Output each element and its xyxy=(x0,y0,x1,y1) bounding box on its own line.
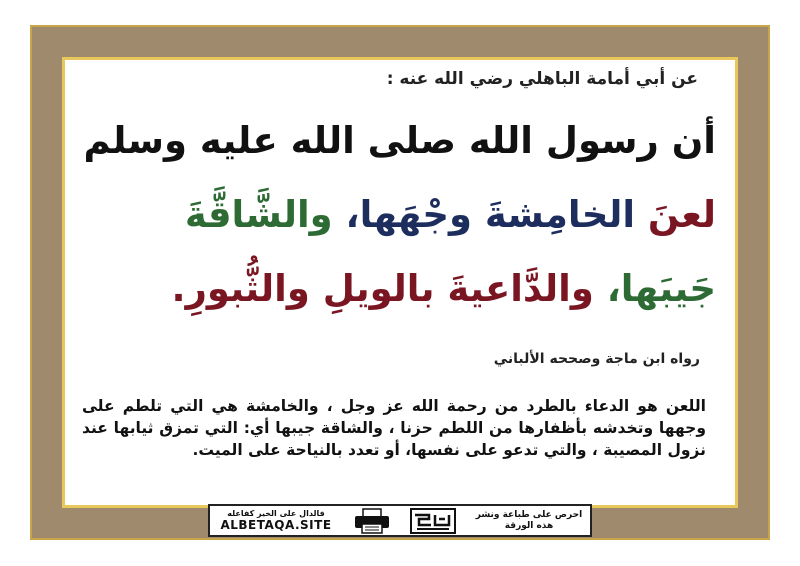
footer-print-note: احرص على طباعة ونشر هذه الورقة xyxy=(475,509,583,531)
hadith-phrase-khamisha: الخامِشةَ وجْهَها، xyxy=(332,193,648,236)
footer-site-block[interactable] xyxy=(216,509,336,532)
hadith-line-3 xyxy=(80,267,716,310)
hadith-line-2 xyxy=(80,193,716,236)
narrator-line: عن أبي أمامة الباهلي رضي الله عنه : xyxy=(386,69,698,89)
footer-bar xyxy=(208,504,592,537)
explanation-paragraph: اللعن هو الدعاء بالطرد من رحمة الله عز وجل ، والخامشة هي التي تلطم على وجهها وتخدشه بأظفارها من اللطم حزنا ، والشاقة جيبها أي: التي تمزق ثيابها عند نزول المصيبة ، والتي تدعو على نفسها، أو تعدد بالنياحة على الميت. xyxy=(82,397,706,459)
footer-site-link[interactable]: ALBETAQA.SITE xyxy=(220,518,332,532)
printer-icon xyxy=(353,508,391,534)
hadith-phrase-da3iya: والدَّاعيةَ بالويلِ والثُّبورِ. xyxy=(171,267,594,310)
hadith-phrase-shaqqa: والشَّاقَّةَ xyxy=(184,193,333,236)
albetaqa-logo xyxy=(409,507,457,535)
hadith-word-la3ana: لعنَ xyxy=(647,193,716,236)
hadith-line-1: أن رسول الله صلى الله عليه وسلم xyxy=(83,119,716,162)
hadith-source: رواه ابن ماجة وصححه الألباني xyxy=(493,351,700,367)
hadith-phrase-jaybaha: جَيبَها، xyxy=(593,267,716,310)
card-content xyxy=(62,57,738,508)
footer-motto: فالدال على الخير كفاعله xyxy=(227,509,325,518)
